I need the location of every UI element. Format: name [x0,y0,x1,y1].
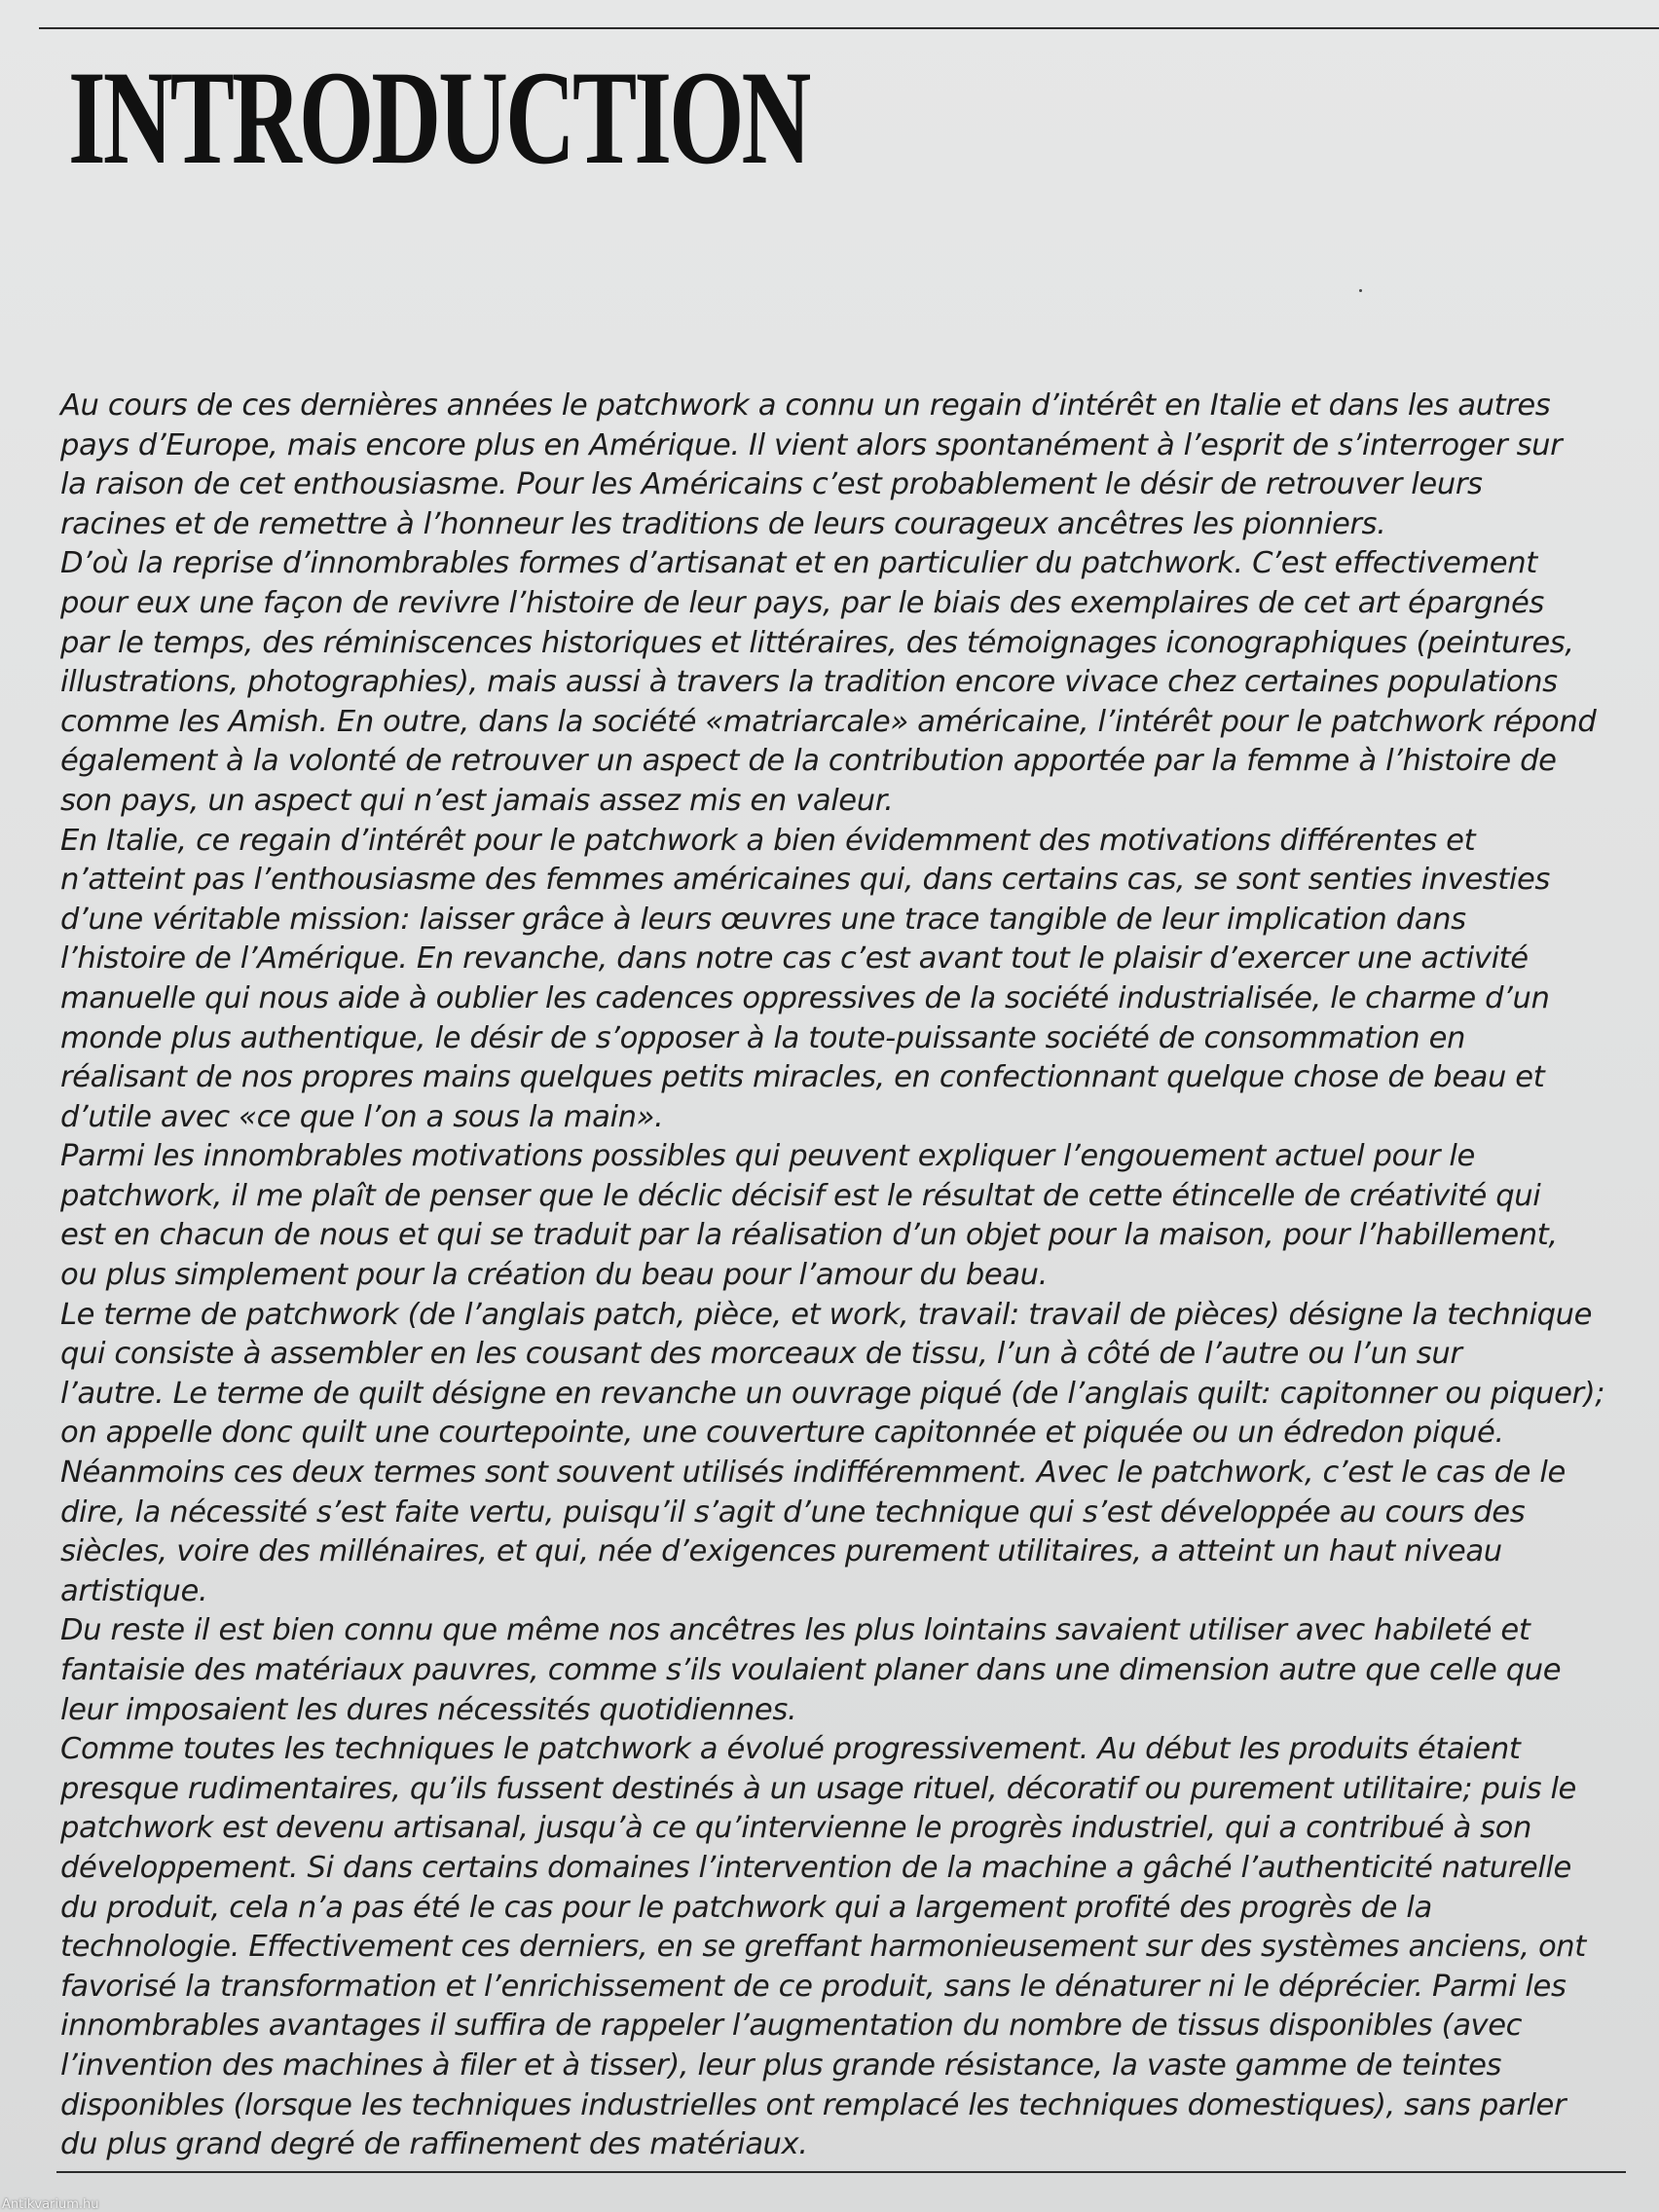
text-line: réalisant de nos propres mains quelques petits miracles, en confectionnant quelque chose de beau et [60,1060,1545,1095]
paragraph [60,387,1618,544]
text-line: l’invention des machines à filer et à tisser), leur plus grande résistance, la vaste gamme de teintes [60,2047,1502,2083]
text-line: d’une véritable mission: laisser grâce à leurs œuvres une trace tangible de leur implication dans [60,902,1466,937]
text-line: pays d’Europe, mais encore plus en Amérique. Il vient alors spontanément à l’esprit de s’interroger sur [60,427,1563,462]
paragraph [60,1137,1618,1295]
text-line: patchwork est devenu artisanal, jusqu’à ce qu’intervienne le progrès industriel, qui a contribué à son [60,1811,1531,1846]
text-line: est en chacun de nous et qui se traduit par la réalisation d’un objet pour la maison, pour l’habillement, [60,1218,1558,1253]
watermark: Antikvarium.hu [2,2197,99,2212]
text-line: fantaisie des matériaux pauvres, comme s’ils voulaient planer dans une dimension autre que celle que [60,1653,1562,1687]
text-line: patchwork, il me plaît de penser que le déclic décisif est le résultat de cette étincelle de créativité qui [60,1178,1541,1213]
text-line: siècles, voire des millénaires, et qui, née d’exigences purement utilitaires, a atteint un haut niveau [60,1534,1502,1569]
text-line: presque rudimentaires, qu’ils fussent destinés à un usage rituel, décoratif ou purement utilitaire; puis le [60,1771,1576,1806]
text-line: Néanmoins ces deux termes sont souvent utilisés indifféremment. Avec le patchwork, c’est le cas de le [60,1456,1566,1491]
text-line: technologie. Effectivement ces derniers, en se greffant harmonieusement sur des systèmes anciens, ont [60,1930,1586,1965]
text-line: du plus grand degré de raffinement des matériaux. [60,2127,808,2162]
text-line: favorisé la transformation et l’enrichissement de ce produit, sans le dénaturer ni le déprécier. Parmi les [60,1969,1567,2004]
text-line: manuelle qui nous aide à oublier les cadences oppressives de la société industrialisée, le charme d’un [60,980,1550,1015]
text-line: l’autre. Le terme de quilt désigne en revanche un ouvrage piqué (de l’anglais quilt: capitonner ou piquer); [60,1376,1605,1411]
text-line: qui consiste à assembler en les cousant des morceaux de tissu, l’un à côté de l’autre ou l’un sur [60,1337,1462,1372]
speck [1359,289,1362,292]
text-line: illustrations, photographies), mais aussi à travers la tradition encore vivace chez certaines populations [60,665,1558,700]
text-line: D’où la reprise d’innombrables formes d’artisanat et en particulier du patchwork. C’est effectivement [60,546,1537,581]
text-line: d’utile avec «ce que l’on a sous la main». [60,1099,664,1134]
body-text [60,387,1618,2165]
paragraph [60,822,1618,1138]
text-line: par le temps, des réminiscences historiques et littéraires, des témoignages iconographiques (peintures, [60,625,1574,660]
bottom-rule [56,2171,1626,2173]
text-line: son pays, un aspect qui n’est jamais assez mis en valeur. [60,783,894,818]
text-line: pour eux une façon de revivre l’histoire de leur pays, par le biais des exemplaires de cet art épargnés [60,585,1544,620]
paragraph [60,1611,1618,1730]
text-line: leur imposaient les dures nécessités quotidiennes. [60,1692,797,1727]
text-line: comme les Amish. En outre, dans la société «matriarcale» américaine, l’intérêt pour le patchwork répond [60,704,1597,739]
text-line: on appelle donc quilt une courtepointe, une couverture capitonnée et piquée ou un édredon piqué. [60,1416,1504,1451]
text-line: du produit, cela n’a pas été le cas pour le patchwork qui a largement profité des progrès de la [60,1890,1432,1925]
text-line: innombrables avantages il suffira de rappeler l’augmentation du nombre de tissus disponibles (avec [60,2009,1523,2044]
text-line: disponibles (lorsque les techniques industrielles ont remplacé les techniques domestiques), sans parler [60,2087,1567,2122]
text-line: n’atteint pas l’enthousiasme des femmes américaines qui, dans certains cas, se sont senties investies [60,863,1550,898]
text-line: artistique. [60,1573,208,1608]
text-line: Du reste il est bien connu que même nos ancêtres les plus lointains savaient utiliser avec habileté et [60,1613,1530,1648]
text-line: Le terme de patchwork (de l’anglais patch, pièce, et work, travail: travail de pièces) désigne la technique [60,1297,1593,1332]
text-line: monde plus authentique, le désir de s’opposer à la toute-puissante société de consommation en [60,1020,1466,1055]
text-line: Parmi les innombrables motivations possibles qui peuvent expliquer l’engouement actuel pour le [60,1139,1475,1174]
text-line: également à la volonté de retrouver un aspect de la contribution apportée par la femme à l’histoire de [60,744,1557,779]
paragraph [60,1296,1618,1612]
text-line: la raison de cet enthousiasme. Pour les Américains c’est probablement le désir de retrouver leurs [60,467,1483,502]
paragraph [60,544,1618,821]
paragraph [60,1730,1618,2165]
text-line: développement. Si dans certains domaines l’intervention de la machine a gâché l’authenticité naturelle [60,1850,1571,1885]
top-rule [39,27,1659,29]
page-title: INTRODUCTION [68,43,809,192]
text-line: l’histoire de l’Amérique. En revanche, dans notre cas c’est avant tout le plaisir d’exercer une activité [60,941,1529,977]
text-line: racines et de remettre à l’honneur les traditions de leurs courageux ancêtres les pionniers. [60,506,1386,541]
text-line: En Italie, ce regain d’intérêt pour le patchwork a bien évidemment des motivations différentes et [60,823,1476,858]
text-line: Comme toutes les techniques le patchwork a évolué progressivement. Au début les produits étaient [60,1732,1521,1767]
text-line: Au cours de ces dernières années le patchwork a connu un regain d’intérêt en Italie et dans les autres [60,388,1551,423]
text-line: ou plus simplement pour la création du beau pour l’amour du beau. [60,1258,1048,1293]
text-line: dire, la nécessité s’est faite vertu, puisqu’il s’agit d’une technique qui s’est développée au cours des [60,1494,1526,1530]
